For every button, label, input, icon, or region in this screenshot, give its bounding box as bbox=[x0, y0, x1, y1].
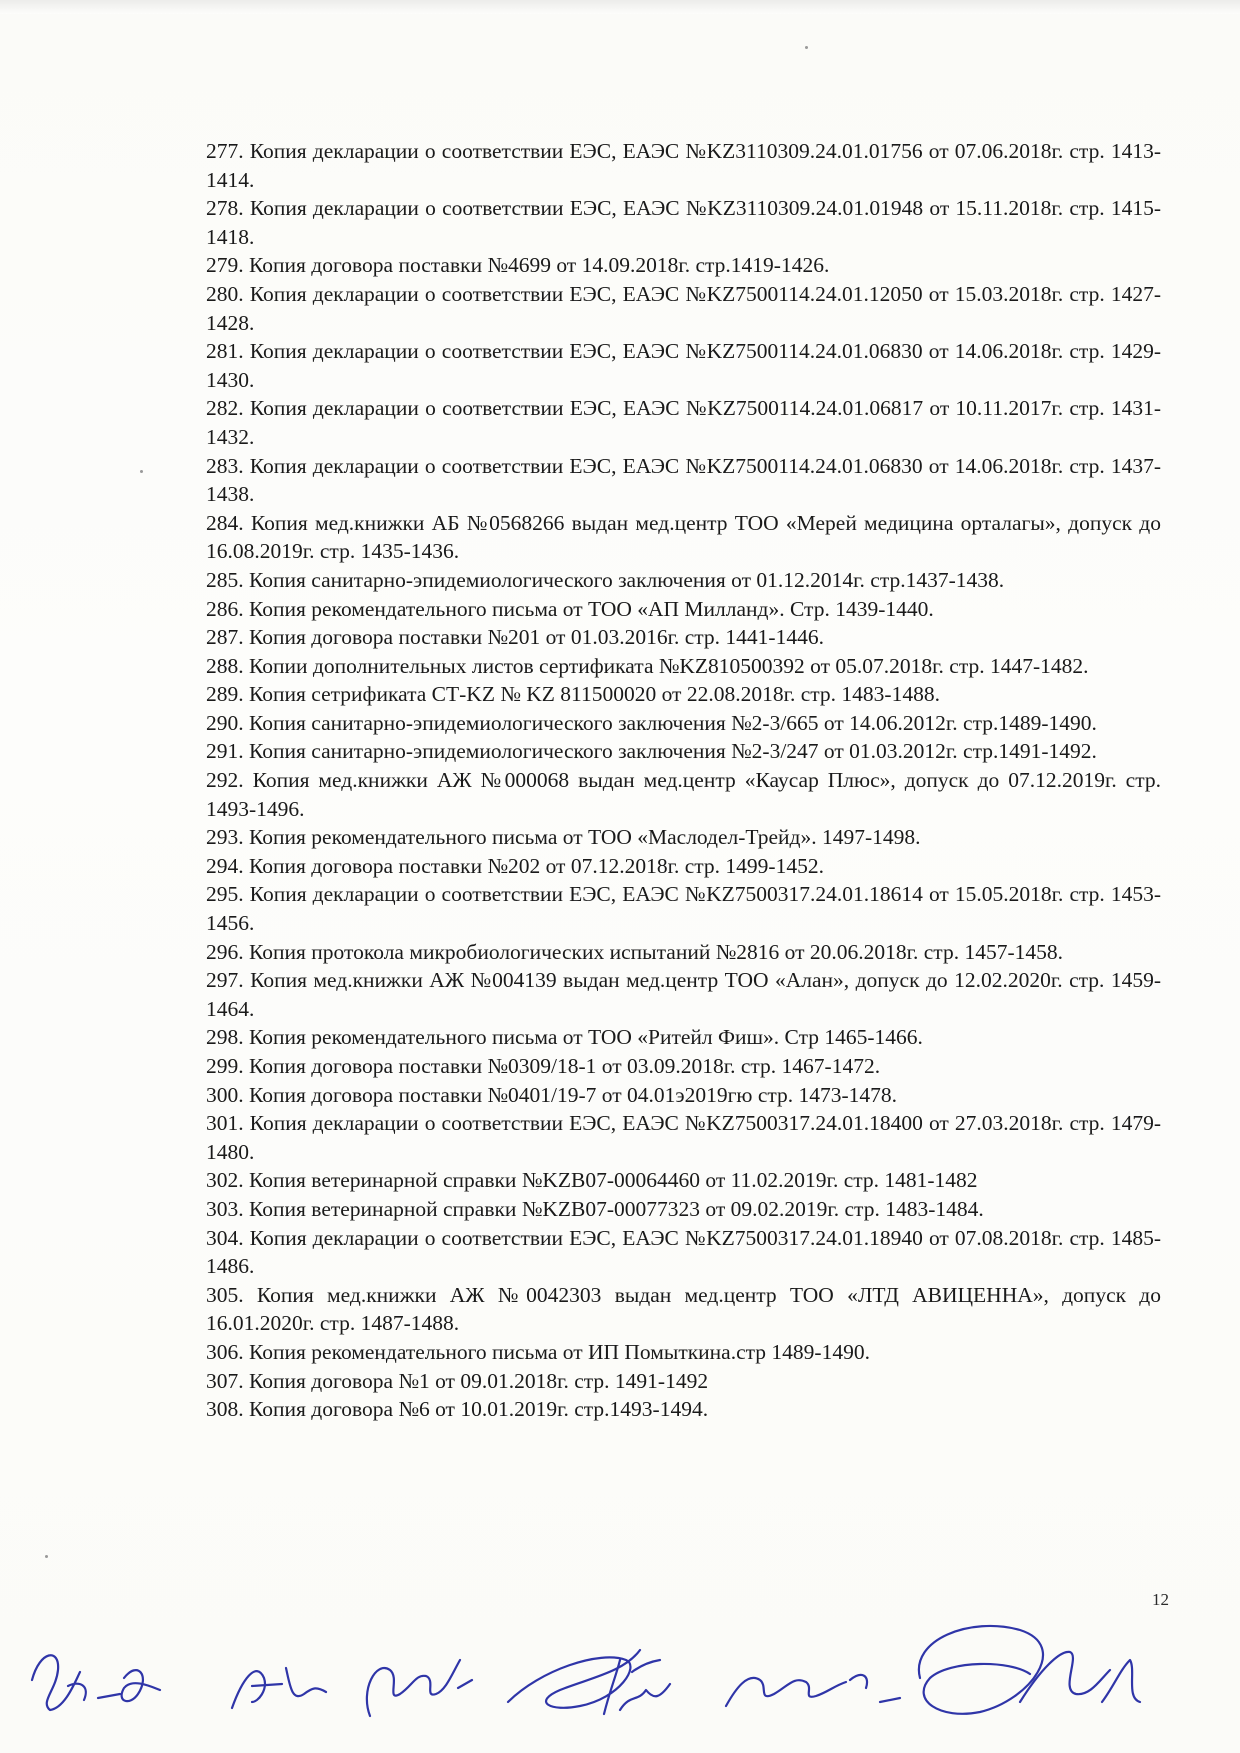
list-item: 290. Копия санитарно-эпидемиологического заключения №2-3/665 от 14.06.2012г. стр.1489-1490. bbox=[206, 710, 1097, 735]
scan-speck bbox=[805, 46, 808, 49]
scan-speck bbox=[45, 1555, 48, 1558]
list-item: 307. Копия договора №1 от 09.01.2018г. стр. 1491-1492 bbox=[206, 1368, 709, 1393]
signature-6 bbox=[919, 1626, 1140, 1714]
list-item: 306. Копия рекомендательного письма от ИП Помыткина.стр 1489-1490. bbox=[206, 1339, 870, 1364]
list-item: 296. Копия протокола микробиологических испытаний №2816 от 20.06.2018г. стр. 1457-1458. bbox=[206, 939, 1063, 964]
list-item: 304. Копия декларации о соответствии ЕЭС, ЕАЭС №KZ7500317.24.01.18940 от 07.08.2018г. стр. 1485-1486. bbox=[206, 1225, 1161, 1279]
list-item: 298. Копия рекомендательного письма от ТОО «Ритейл Фиш». Стр 1465-1466. bbox=[206, 1025, 923, 1050]
list-item: 301. Копия декларации о соответствии ЕЭС, ЕАЭС №KZ7500317.24.01.18400 от 27.03.2018г. стр. 1479-1480. bbox=[206, 1111, 1161, 1164]
document-item-list bbox=[206, 137, 1161, 1424]
signature-3 bbox=[367, 1660, 472, 1716]
list-item: 277. Копия декларации о соответствии ЕЭС, ЕАЭС №KZ3110309.24.01.01756 от 07.06.2018г. стр. 1413-1414. bbox=[206, 139, 1161, 192]
signature-1 bbox=[32, 1655, 160, 1710]
list-item: 299. Копия договора поставки №0309/18-1 от 03.09.2018г. стр. 1467-1472. bbox=[206, 1054, 881, 1078]
scan-speck bbox=[140, 470, 143, 473]
list-item: 302. Копия ветеринарной справки №KZB07-00064460 от 11.02.2019г. стр. 1481-1482 bbox=[206, 1168, 978, 1193]
signature-2 bbox=[232, 1668, 326, 1708]
list-item: 293. Копия рекомендательного письма от ТОО «Маслодел-Трейд». 1497-1498. bbox=[206, 825, 921, 850]
list-item: 284. Копия мед.книжки АБ №0568266 выдан мед.центр ТОО «Мерей медицина орталагы», допуск до 16.08.2019г. стр. 1435-1436. bbox=[206, 510, 1161, 564]
list-item: 289. Копия сетрификата СТ-KZ № KZ 811500020 от 22.08.2018г. стр. 1483-1488. bbox=[206, 682, 940, 707]
list-item: 287. Копия договора поставки №201 от 01.03.2016г. стр. 1441-1446. bbox=[206, 625, 824, 650]
list-item: 278. Копия декларации о соответствии ЕЭС, ЕАЭС №KZ3110309.24.01.01948 от 15.11.2018г. стр. 1415-1418. bbox=[206, 196, 1161, 249]
list-item: 285. Копия санитарно-эпидемиологического заключения от 01.12.2014г. стр.1437-1438. bbox=[206, 567, 1005, 592]
list-item: 300. Копия договора поставки №0401/19-7 от 04.01э2019гю стр. 1473-1478. bbox=[206, 1082, 898, 1107]
list-item: 283. Копия декларации о соответствии ЕЭС, ЕАЭС №KZ7500114.24.01.06830 от 14.06.2018г. стр. 1437-1438. bbox=[206, 453, 1161, 507]
list-item: 294. Копия договора поставки №202 от 07.12.2018г. стр. 1499-1452. bbox=[206, 853, 824, 878]
signatures-row bbox=[20, 1590, 1220, 1740]
list-item: 303. Копия ветеринарной справки №KZB07-00077323 от 09.02.2019г. стр. 1483-1484. bbox=[206, 1196, 984, 1221]
list-item: 291. Копия санитарно-эпидемиологического заключения №2-3/247 от 01.03.2012г. стр.1491-1492. bbox=[206, 739, 1097, 764]
page-number: 12 bbox=[1152, 1590, 1169, 1609]
list-item: 286. Копия рекомендательного письма от ТОО «АП Милланд». Стр. 1439-1440. bbox=[206, 596, 934, 621]
list-item: 295. Копия декларации о соответствии ЕЭС, ЕАЭС №KZ7500317.24.01.18614 от 15.05.2018г. стр. 1453-1456. bbox=[206, 882, 1161, 936]
signature-5 bbox=[726, 1675, 900, 1706]
list-item: 279. Копия договора поставки №4699 от 14.09.2018г. стр.1419-1426. bbox=[206, 253, 830, 278]
scan-edge bbox=[0, 0, 1240, 14]
list-item: 308. Копия договора №6 от 10.01.2019г. стр.1493-1494. bbox=[206, 1397, 709, 1422]
list-item: 282. Копия декларации о соответствии ЕЭС, ЕАЭС №KZ7500114.24.01.06817 от 10.11.2017г. стр. 1431-1432. bbox=[206, 396, 1161, 449]
list-item: 280. Копия декларации о соответствии ЕЭС, ЕАЭС №KZ7500114.24.01.12050 от 15.03.2018г. стр. 1427-1428. bbox=[206, 281, 1161, 335]
list-item: 292. Копия мед.книжки АЖ №000068 выдан мед.центр «Каусар Плюс», допуск до 07.12.2019г. стр. 1493-1496. bbox=[206, 768, 1161, 821]
list-item: 281. Копия декларации о соответствии ЕЭС, ЕАЭС №KZ7500114.24.01.06830 от 14.06.2018г. стр. 1429-1430. bbox=[206, 339, 1161, 392]
list-item: 297. Копия мед.книжки АЖ №004139 выдан мед.центр ТОО «Алан», допуск до 12.02.2020г. стр. 1459-1464. bbox=[206, 968, 1161, 1021]
list-item: 305. Копия мед.книжки АЖ №0042303 выдан мед.центр ТОО «ЛТД АВИЦЕННА», допуск до 16.01.2020г. стр. 1487-1488. bbox=[206, 1282, 1161, 1336]
signature-4 bbox=[508, 1650, 670, 1714]
list-item: 288. Копии дополнительных листов сертификата №KZ810500392 от 05.07.2018г. стр. 1447-1482. bbox=[206, 653, 1089, 678]
